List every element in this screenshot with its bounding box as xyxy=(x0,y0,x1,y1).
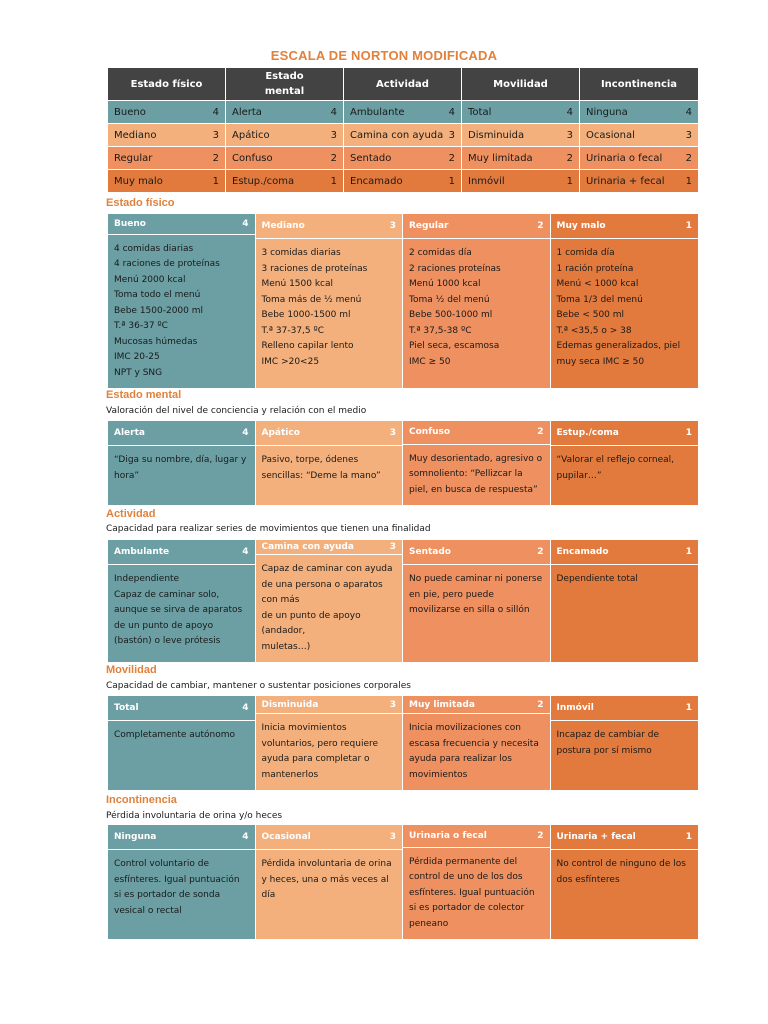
detail-header: Disminuida 3 xyxy=(256,696,403,714)
detail-body: Pasivo, torpe, ódenes sencillas: “Deme la mano” xyxy=(256,446,403,505)
detail-header: Urinaria o fecal 2 xyxy=(403,825,550,848)
section-subtitle: Capacidad para realizar series de movimientos que tienen una finalidad xyxy=(106,524,431,534)
detail-column xyxy=(551,214,699,388)
detail-body: Control voluntario de esfínteres. Igual puntuación si es portador de sonda vesical o rectal xyxy=(108,850,255,939)
summary-cell: Camina con ayuda 3 xyxy=(344,124,462,147)
detail-body: Pérdida permanente del control de uno de los dos esfínteres. Igual puntuación si es portador de colector peneano xyxy=(403,848,550,940)
section-subtitle: Valoración del nivel de conciencia y relación con el medio xyxy=(106,406,367,416)
summary-cell: Alerta 4 xyxy=(226,101,344,124)
detail-column xyxy=(403,214,551,388)
detail-column xyxy=(108,214,256,388)
summary-cell: Confuso 2 xyxy=(226,147,344,170)
detail-header: Regular 2 xyxy=(403,214,550,239)
detail-body: 1 comida día 1 ración proteína Menú < 1000 kcal Toma 1/3 del menú Bebe < 500 ml T.ª <35,5 o > 38 Edemas generalizados, piel muy seca IMC ≥ 50 xyxy=(551,239,699,388)
detail-column xyxy=(256,214,404,388)
detail-body: Pérdida involuntaria de orina y heces, una o más veces al día xyxy=(256,850,403,939)
detail-header: Bueno 4 xyxy=(108,214,255,235)
summary-cell: Muy limitada 2 xyxy=(462,147,580,170)
detail-body: “Valorar el reflejo corneal, pupilar…” xyxy=(551,446,699,505)
summary-cell: Urinaria + fecal 1 xyxy=(580,170,698,193)
detail-body: Dependiente total xyxy=(551,565,699,662)
detail-header: Urinaria + fecal 1 xyxy=(551,825,699,850)
summary-cell: Ninguna 4 xyxy=(580,101,698,124)
detail-table-actividad xyxy=(108,540,698,662)
detail-column xyxy=(551,421,699,505)
detail-header: Camina con ayuda 3 xyxy=(256,540,403,555)
summary-row xyxy=(108,170,698,193)
detail-body: “Diga su nombre, día, lugar y hora” xyxy=(108,446,255,505)
detail-header: Muy malo 1 xyxy=(551,214,699,239)
detail-body: Incapaz de cambiar de postura por sí mismo xyxy=(551,721,699,790)
summary-cell: Bueno 4 xyxy=(108,101,226,124)
summary-cell: Disminuida 3 xyxy=(462,124,580,147)
summary-header-cell: Actividad xyxy=(344,68,462,101)
detail-header: Sentado 2 xyxy=(403,540,550,565)
summary-header-cell: Incontinencia xyxy=(580,68,698,101)
summary-cell: Inmóvil 1 xyxy=(462,170,580,193)
detail-body: Capaz de caminar con ayuda de una persona o aparatos con más de un punto de apoyo (andador, muletas…) xyxy=(256,555,403,662)
detail-table-estado-mental xyxy=(108,421,698,505)
detail-header: Total 4 xyxy=(108,696,255,721)
detail-column xyxy=(108,540,256,662)
detail-column xyxy=(108,421,256,505)
summary-table xyxy=(108,68,698,193)
detail-header: Encamado 1 xyxy=(551,540,699,565)
detail-body: Inicia movimientos voluntarios, pero requiere ayuda para completar o mantenerlos xyxy=(256,714,403,790)
summary-cell: Ambulante 4 xyxy=(344,101,462,124)
detail-column xyxy=(551,825,699,939)
section-subtitle: Capacidad de cambiar, mantener o sustentar posiciones corporales xyxy=(106,681,411,691)
section-title-movilidad: Movilidad xyxy=(106,664,157,676)
detail-header: Muy limitada 2 xyxy=(403,696,550,714)
summary-header-cell: Estado físico xyxy=(108,68,226,101)
detail-body: Muy desorientado, agresivo o somnoliento: “Pellizcar la piel, en busca de respuesta” xyxy=(403,445,550,506)
detail-body: 4 comidas diarias 4 raciones de proteínas Menú 2000 kcal Toma todo el menú Bebe 1500-2000 ml T.ª 36-37 ºC Mucosas húmedas IMC 20-25 NPT y SNG xyxy=(108,235,255,389)
summary-row xyxy=(108,147,698,170)
detail-column xyxy=(108,696,256,790)
summary-cell: Mediano 3 xyxy=(108,124,226,147)
page-title: ESCALA DE NORTON MODIFICADA xyxy=(270,48,498,63)
summary-row xyxy=(108,101,698,124)
detail-column xyxy=(108,825,256,939)
detail-column xyxy=(256,825,404,939)
summary-cell: Sentado 2 xyxy=(344,147,462,170)
detail-body: Completamente autónomo xyxy=(108,721,255,790)
summary-row xyxy=(108,124,698,147)
detail-body: Inicia movilizaciones con escasa frecuencia y necesita ayuda para realizar los movimientos xyxy=(403,714,550,790)
detail-column xyxy=(403,421,551,505)
summary-cell: Muy malo 1 xyxy=(108,170,226,193)
summary-cell: Ocasional 3 xyxy=(580,124,698,147)
detail-column xyxy=(403,540,551,662)
detail-column xyxy=(551,540,699,662)
detail-header: Ambulante 4 xyxy=(108,540,255,565)
summary-cell: Estup./coma 1 xyxy=(226,170,344,193)
summary-cell: Apático 3 xyxy=(226,124,344,147)
section-title-incontinencia: Incontinencia xyxy=(106,794,177,806)
detail-column xyxy=(403,696,551,790)
section-title-estado-mental: Estado mental xyxy=(106,389,182,401)
summary-header-cell: Estado mental xyxy=(226,68,344,101)
section-subtitle: Pérdida involuntaria de orina y/o heces xyxy=(106,811,283,821)
detail-body: 2 comidas día 2 raciones proteínas Menú 1000 kcal Toma ½ del menú Bebe 500-1000 ml T.ª 37,5-38 ºC Piel seca, escamosa IMC ≥ 50 xyxy=(403,239,550,388)
detail-header: Apático 3 xyxy=(256,421,403,446)
detail-column xyxy=(256,421,404,505)
detail-column xyxy=(256,696,404,790)
detail-column xyxy=(256,540,404,662)
detail-header: Alerta 4 xyxy=(108,421,255,446)
detail-header: Confuso 2 xyxy=(403,421,550,445)
summary-header-row xyxy=(108,68,698,101)
detail-header: Ninguna 4 xyxy=(108,825,255,850)
summary-header-cell: Movilidad xyxy=(462,68,580,101)
detail-body: 3 comidas diarias 3 raciones de proteínas Menú 1500 kcal Toma más de ½ menú Bebe 1000-1500 ml T.ª 37-37,5 ºC Relleno capilar lento IMC >20<25 xyxy=(256,239,403,388)
detail-table-incontinencia xyxy=(108,825,698,939)
detail-body: Independiente Capaz de caminar solo, aunque se sirva de aparatos de un punto de apoyo (bastón) o leve prótesis xyxy=(108,565,255,662)
detail-header: Ocasional 3 xyxy=(256,825,403,850)
summary-cell: Encamado 1 xyxy=(344,170,462,193)
detail-table-estado-fisico xyxy=(108,214,698,388)
detail-column xyxy=(551,696,699,790)
detail-header: Estup./coma 1 xyxy=(551,421,699,446)
detail-column xyxy=(403,825,551,939)
summary-cell: Urinaria o fecal 2 xyxy=(580,147,698,170)
summary-cell: Total 4 xyxy=(462,101,580,124)
detail-table-movilidad xyxy=(108,696,698,790)
detail-header: Mediano 3 xyxy=(256,214,403,239)
section-title-actividad: Actividad xyxy=(106,508,156,520)
detail-body: No control de ninguno de los dos esfínteres xyxy=(551,850,699,939)
detail-header: Inmóvil 1 xyxy=(551,696,699,721)
summary-cell: Regular 2 xyxy=(108,147,226,170)
section-title-estado-fisico: Estado físico xyxy=(106,197,175,209)
detail-body: No puede caminar ni ponerse en pie, pero puede movilizarse en silla o sillón xyxy=(403,565,550,662)
